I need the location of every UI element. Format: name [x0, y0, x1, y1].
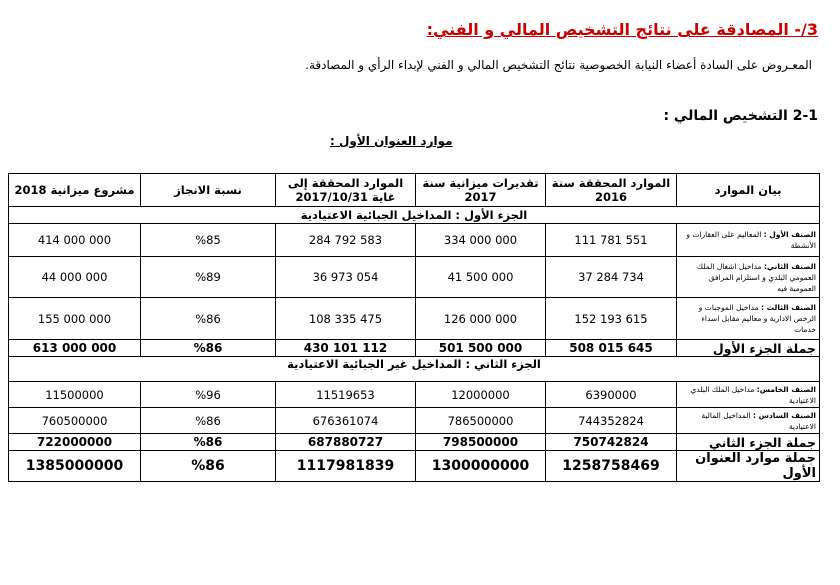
cell-realized-2016: 744352824	[546, 408, 677, 434]
cell-realized-2016: 111 781 551	[546, 224, 677, 257]
part1-title-row	[9, 207, 820, 224]
cell-budget-2017: 786500000	[416, 408, 546, 434]
header-rate: نسبة الانجاز	[141, 174, 276, 207]
cell-realized-2017: 676361074	[276, 408, 416, 434]
part2-total-row	[9, 434, 820, 451]
category-desc: مداخيل الموجبات و الرخص الادارية و معاليم مقابل اسداء خدمات	[698, 303, 816, 334]
category-desc: المداخيل المالية الاعتيادية	[701, 410, 816, 431]
cell-rate: %96	[141, 382, 276, 408]
cell-realized-2016: 508 015 645	[546, 340, 677, 357]
part2-title: الجزء الثاني : المداخيل غير الجبائية الاعتيادية	[9, 357, 820, 382]
total-label: جملة الجزء الأول	[677, 340, 820, 357]
cell-label	[677, 257, 820, 298]
grand-total-row	[9, 451, 820, 482]
cell-realized-2016: 1258758469	[546, 451, 677, 482]
cell-realized-2016: 750742824	[546, 434, 677, 451]
cell-realized-2016: 6390000	[546, 382, 677, 408]
cell-rate: %86	[141, 340, 276, 357]
cell-budget-2017: 126 000 000	[416, 298, 546, 340]
header-realized-2016: الموارد المحققة سنة 2016	[546, 174, 677, 207]
total-label: جملة الجزء الثاني	[677, 434, 820, 451]
cell-realized-2017: 36 973 054	[276, 257, 416, 298]
table-row	[9, 298, 820, 340]
part1-total-row	[9, 340, 820, 357]
category-name: الصنف الثاني:	[763, 261, 816, 271]
table-row	[9, 408, 820, 434]
part2-title-row	[9, 357, 820, 382]
cell-realized-2017: 11519653	[276, 382, 416, 408]
category-name: الصنف الخامس:	[756, 384, 816, 394]
cell-label	[677, 382, 820, 408]
cell-realized-2017: 687880727	[276, 434, 416, 451]
category-name: الصنف السادس :	[752, 410, 816, 420]
category-desc: المعاليم على العقارات و الأنشطة	[686, 230, 816, 250]
cell-rate: %86	[141, 434, 276, 451]
cell-realized-2017: 430 101 112	[276, 340, 416, 357]
grand-total-label: جملة موارد العنوان الأول	[677, 451, 820, 482]
cell-project-2018: 722000000	[9, 434, 141, 451]
cell-label	[677, 298, 820, 340]
cell-budget-2017: 798500000	[416, 434, 546, 451]
cell-budget-2017: 41 500 000	[416, 257, 546, 298]
table-header-row	[9, 174, 820, 207]
table-row	[9, 257, 820, 298]
cell-rate: %85	[141, 224, 276, 257]
resources-table	[8, 173, 820, 482]
cell-rate: %89	[141, 257, 276, 298]
category-desc: مداخيل الملك البلدي الاعتيادية	[690, 384, 816, 405]
header-label: بيان الموارد	[677, 174, 820, 207]
cell-project-2018: 414 000 000	[9, 224, 141, 257]
cell-budget-2017: 501 500 000	[416, 340, 546, 357]
cell-realized-2017: 284 792 583	[276, 224, 416, 257]
cell-realized-2016: 37 284 734	[546, 257, 677, 298]
cell-label	[677, 408, 820, 434]
cell-rate: %86	[141, 298, 276, 340]
table-row	[9, 382, 820, 408]
subheading: 2-1 التشخيص المالي :	[663, 108, 818, 124]
cell-project-2018: 613 000 000	[9, 340, 141, 357]
category-desc: مداخيل اشغال الملك العمومي البلدي و استلزام المرافق العمومية فيه	[696, 261, 816, 293]
cell-rate: %86	[141, 408, 276, 434]
cell-project-2018: 44 000 000	[9, 257, 141, 298]
table-row	[9, 224, 820, 257]
intro-paragraph: المعـروض على السادة أعضاء النيابة الخصوصية نتائج التشخيص المالي و الفني لإبداء الرأي و المصادقة.	[305, 58, 812, 72]
cell-project-2018: 11500000	[9, 382, 141, 408]
cell-project-2018: 760500000	[9, 408, 141, 434]
category-name: الصنف الثالث :	[760, 303, 816, 312]
cell-budget-2017: 12000000	[416, 382, 546, 408]
cell-label	[677, 224, 820, 257]
header-budget-2017: تقديرات ميزانية سنة 2017	[416, 174, 546, 207]
cell-budget-2017: 334 000 000	[416, 224, 546, 257]
header-project-2018: مشروع ميزانية 2018	[9, 174, 141, 207]
cell-realized-2017: 1117981839	[276, 451, 416, 482]
header-realized-2017: الموارد المحققة إلى غاية 2017/10/31	[276, 174, 416, 207]
page-heading: 3/- المصادقة على نتائج التشخيص المالي و الفني:	[426, 20, 818, 39]
cell-project-2018: 1385000000	[9, 451, 141, 482]
category-name: الصنف الأول :	[763, 230, 816, 239]
cell-project-2018: 155 000 000	[9, 298, 141, 340]
cell-realized-2017: 108 335 475	[276, 298, 416, 340]
section-title: موارد العنوان الأول :	[330, 134, 453, 148]
cell-realized-2016: 152 193 615	[546, 298, 677, 340]
cell-budget-2017: 1300000000	[416, 451, 546, 482]
cell-rate: %86	[141, 451, 276, 482]
part1-title: الجزء الأول : المداخيل الجبائية الاعتيادية	[9, 207, 820, 224]
